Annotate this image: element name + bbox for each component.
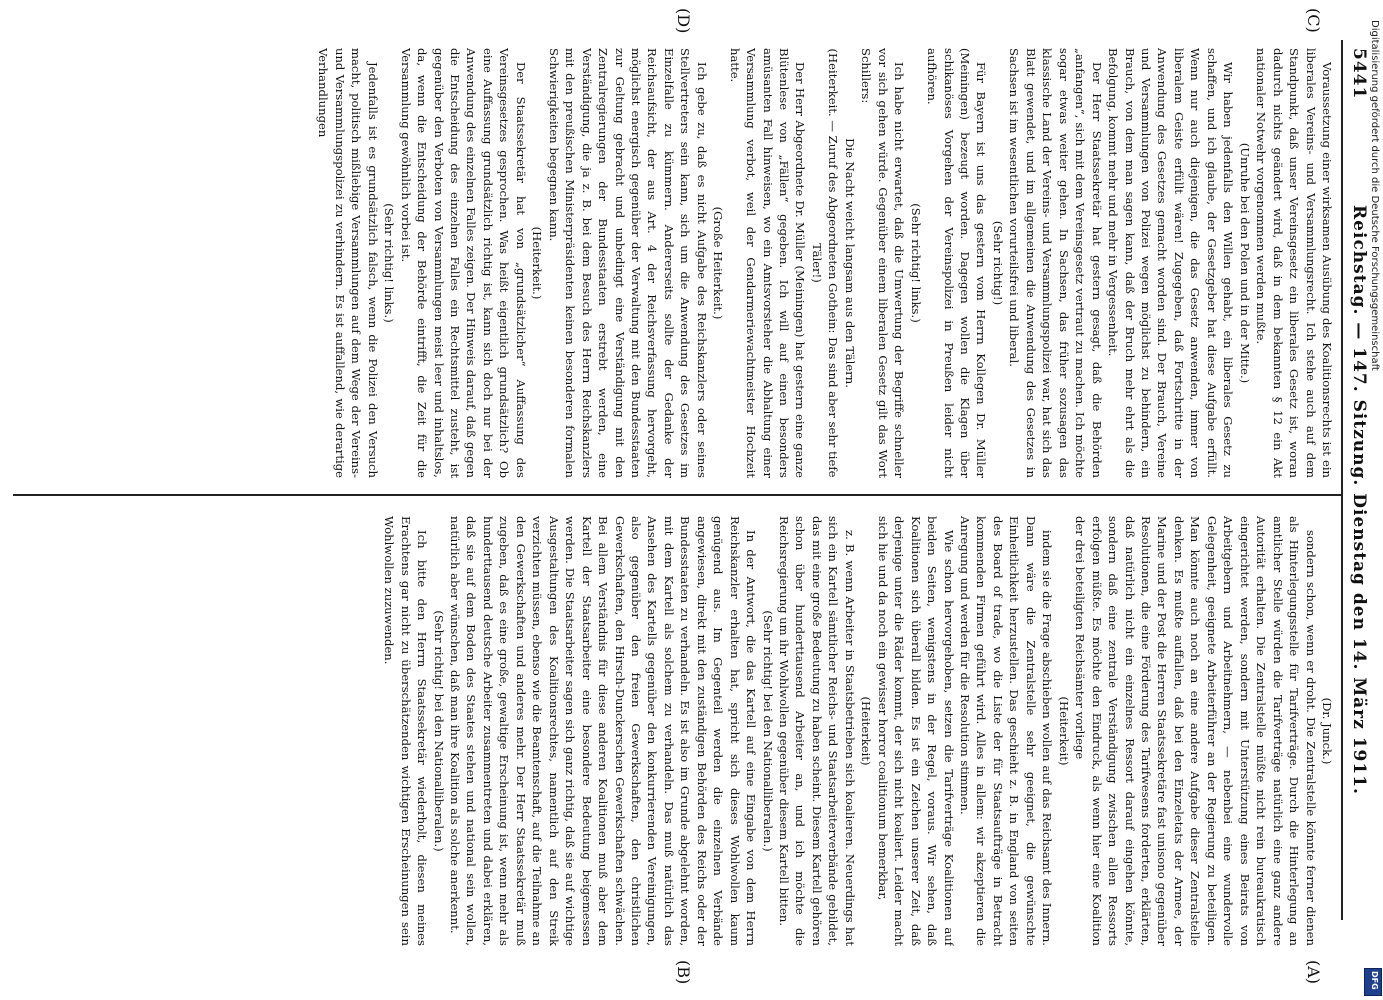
paragraph: (Sehr richtig! bei den Nationalliberalen.) xyxy=(431,610,446,852)
paragraph: Wie schon hervorgehoben, setzen die Tarifverträge Koalitionen auf beiden Seiten, wenigstens in der Regel, voraus. Wir sehen, daß Koalitionen sich überall bilden. Es ist ein Zeichen unserer Zeit, daß derjenige unter die Räder kommt, der sich nicht koaliert. Leider macht sich hie und da noch ein gewisser horror coalitionum bemerkbar, xyxy=(875,516,956,946)
paragraph: Für Bayern ist uns das gestern vom Herrn Kollegen Dr. Müller (Meiningen) bezeugt worden. Dagegen wollen die Klagen über schikanöses Vorgehen der Vereinspolizei in Preußen leider nicht aufhören. xyxy=(925,48,989,478)
margin-marker-c: (C) xyxy=(1304,8,1323,33)
paragraph: Ich gebe zu, daß es nicht Aufgabe des Reichskanzlers oder seines Stellvertreters sein kann, sich um die Anwendung des Gesetzes im Einzelfalle zu kümmern. Andererseits sollte der Gedanke der Reichsaufsicht, der aus Art. 4 der Reichsverfassung hervorgeht, möglichst energisch gegenüber der Verwaltung mit den Bundesstaaten zur Geltung gebracht und unbedingt eine Verständigung mit den Zentralregierungen der Bundesstaaten erstrebt werden, eine Verständigung, die ja z. B. bei dem Besuch des Herrn Reichskanzlers mit den preußischen Ministerpräsidenten keinen besonderen formalen Schwierigkeiten begegnen kann. xyxy=(546,48,709,478)
paragraph: (Sehr richtig!) xyxy=(990,220,1005,306)
margin-marker-b: (B) xyxy=(674,960,693,985)
paragraph: z. B. wenn Arbeiter in Staatsbetrieben sich koalieren. Neuerdings hat sich ein Kartell sämtlicher Reichs- und Staatsarbeiterverbände gebildet, das mit eine große Bedeutung zu haben scheint. Diesem Kartell gehören schon über hunderttausend Arbeiter an, und ich möchte die Reichsregierung um ihr Wohlwollen gegenüber diesem Kartell bitten. xyxy=(777,516,857,946)
dfg-logo-text: DFG xyxy=(1370,971,1379,990)
paragraph: (Sehr richtig! bei den Nationalliberalen.) xyxy=(760,610,775,852)
dfg-logo xyxy=(1364,968,1382,996)
paragraph: Der Herr Abgeordnete Dr. Müller (Meiningen) hat gestern eine ganze Blütenlese von „Fällen“ gegeben. Ich will auf einen besonders amüsanten Fall hinweisen, wo ein Amtsvorsteher die Abhaltung einer Versammlung verbot, weil der Gendarmeriewachtmeister Hochzeit hatte. xyxy=(727,48,808,478)
paragraph: Der Staatssekretär hat von „grundsätzlicher“ Auffassung des Vereinsgesetzes gesprochen. Was heißt eigentlich grundsätzlich? Ob eine Auffassung grundsätzlich richtig ist, kann sich doch nur bei der Anwendung des einzelnen Falles zeigen. Der Hinweis darauf, daß gegen die Entscheidung des einzelnen Falles ein Rechtsmittel zusteht, ist gegenüber den Verboten von Versammlungen meist leer und inhaltslos, da, wenn die Entscheidung der Behörde eintrifft, die Zeit für die Versammlung gewöhnlich vorbei ist. xyxy=(398,48,528,478)
paragraph: (Sehr richtig! links.) xyxy=(908,203,923,323)
paragraph: (Große Heiterkeit.) xyxy=(711,206,726,320)
column-divider xyxy=(13,494,1343,496)
paragraph: indem sie die Frage abschieben wollen auf das Reichsamt des Innern. Dann wäre die Zentralstelle sehr geeignet, die gewünschte Einheitlichkeit herzustellen. Das geschieht z. B. in England von seiten des Board of trade, wo die Liste der für Staatsaufträge in Betracht kommenden Firmen geführt wird. Alles in allem: wir akzeptieren die Anregung und werden für die Resolution stimmen. xyxy=(958,516,1055,946)
paragraph: Voraussetzung einer wirksamen Ausübung des Koalitionsrechts ist ein liberales Vereins- und Versammlungsrecht. Ich stehe auch auf dem Standpunkt, daß unser Vereinsgesetz ein liberales Gesetz ist, woran dadurch nichts geändert wird, daß in dem bekannten § 12 ein Akt nationaler Notwehr vorgenommen werden mußte. xyxy=(1254,48,1334,478)
paragraph: sondern schon, wenn er droht. Die Zentralstelle könnte ferner dienen als Hinterlegungsstelle für Tarifverträge. Durch die Hinterlegung an amtlicher Stelle würden die Tarifverträge natürlich eine ganz andere Autorität erhalten. Die Zentralstelle müßte nicht rein bureaukratisch eingerichtet werden, sondern mit Unterstützung eines Beirats von Arbeitgebern und Arbeitnehmern, — nebenbei eine wundervolle Gelegenheit, geeignete Arbeiterführer an der Regierung zu beteiligen. Man könnte auch noch an eine andere Aufgabe dieser Zentralstelle denken. Es mußte auffallen, daß bei den Einzeletats der Armee, der Marine und der Post die Herren Staatssekretäre fast unisono gegenüber Resolutionen, die eine Förderung des Tarifwesens forderten, erklärten, daß natürlich nicht ein einzelnes Ressort darauf eingehen könnte, sondern daß eine zentrale Verständigung zwischen allen Ressorts erfolgen müßte. Es möchte den Eindruck, als wenn hier eine Koalition der drei beteiligten Reichsämter vorliege xyxy=(1073,516,1318,946)
left-column xyxy=(5,48,1335,478)
paragraph: Der Herr Staatssekretär hat gestern gesagt, daß die Behörden „anfangen“, sich mit dem Vereinsgesetz vertraut zu machen. Ich möchte sogar etwas weiter gehen. In Sachsen, das früher sozusagen das klassische Land der Vereins- und Versammlungspolizei war, hat sich das Blatt gewendet, und im allgemeinen die Anwendung des Gesetzes in Sachsen ist im wesentlichen vorurteilsfrei und liberal. xyxy=(1007,48,1104,478)
right-column xyxy=(5,516,1335,946)
margin-marker-a: (A) xyxy=(1304,960,1323,985)
paragraph: Ich bitte den Herrn Staatssekretär wiederholt, diesen meines Erachtens gar nicht zu überschätzenden wichtigen Erscheinungen sein Wohlwollen zuzuwenden. xyxy=(382,516,430,946)
paragraph: (Heiterkeit) xyxy=(1056,696,1071,766)
paragraph: In der Antwort, die das Kartell auf eine Eingabe von dem Herrn Reichskanzler erhalten hat, spricht sich dieses Wohlwollen kaum genügend aus. Im Gegenteil werden die einzelnen Verbände angewiesen, direkt mit den zuständigen Behörden des Reichs oder der Bundesstaaten zu verhandeln. Es ist also im Grunde abgelehnt worden, mit dem Kartell als solchem zu verhandeln. Das muß natürlich das Ansehen des Kartells gegenüber den konkurrierenden Vereinigungen, also gegenüber den freien Gewerkschaften, den christlichen Gewerkschaften, den Hirsch-Dunckerschen Gewerkschaften schwächen. Bei allem Verständnis für diese anderen Koalitionen muß aber dem Kartell der Staatsarbeiter eine besondere Bedeutung beigemessen werden. Die Staatsarbeiter sagen sich ganz richtig, daß sie auf wichtige Ausgestaltungen des Koalitionsrechtes, namentlich auf den Streik verzichten müssen, ebenso wie die Beamtenschaft, auf die Teilnahme an den Gewerkschaften und anderes mehr. Der Herr Staatssekretär muß zugeben, daß es eine große, gewaltige Erscheinung ist, wenn mehr als hunderttausend deutsche Arbeiter zusammentreten und dabei erklären, daß sie auf dem Boden des Staates stehen und national sein wollen, natürlich aber wünschen, daß man ihre Koalition als solche anerkennt. xyxy=(447,516,759,946)
page-number: 5441 xyxy=(1349,48,1369,100)
margin-marker-d: (D) xyxy=(674,8,693,34)
header-rule xyxy=(1341,40,1343,920)
digitization-note xyxy=(1362,20,1382,1000)
paragraph: Ich habe nicht erwartet, daß die Umwertung der Begriffe schneller vor sich gehen würde. Gegenüber einem liberalen Gesetz gilt das Wort Schillers: xyxy=(859,48,907,478)
paragraph: (Dr. Junck.) xyxy=(1320,697,1334,765)
paragraph: (Unruhe bei den Polen und in der Mitte.) xyxy=(1237,142,1252,384)
paragraph: Wir haben jedenfalls den Willen gehabt, ein liberales Gesetz zu schaffen, und ich glaube, der Gesetzgeber hat diese Aufgabe erfüllt. Wenn nur auch diejenigen, die das Gesetz anwenden, immer von liberalem Geiste erfüllt wären! Zugegeben, daß Fortschritte in der Anwendung des Gesetzes gemacht worden sind. Der Brauch, Vereine und Versammlungen von Polizei wegen möglichst zu behindern, ein Brauch, von dem man sagen kann, daß der Bruch mehr ehrt als die Befolgung, kommt mehr und mehr in Vergessenheit. xyxy=(1106,48,1236,478)
paragraph: (Heiterkeit) xyxy=(859,696,874,766)
paragraph: Jedenfalls ist es grundsätzlich falsch, wenn die Polizei den Versuch macht, politisch mißliebige Versammlungen auf dem Wege der Vereins- und Versammlungspolizei zu verhindern. Es ist auffallend, wie derartige Verhandlungen xyxy=(316,48,380,478)
paragraph: (Sehr richtig! links.) xyxy=(382,203,397,323)
digitization-text: Digitalisierung gefördert durch die Deutsche Forschungsgemeinschaft xyxy=(1369,20,1380,371)
paragraph: (Heiterkeit.) xyxy=(530,226,545,300)
running-title: Reichstag. — 147. Sitzung. Dienstag den 14. März 1911. xyxy=(1349,205,1369,795)
paragraph: (Heiterkeit. — Zuruf des Abgeordneten Gothein: Das sind aber sehr tiefe Täler!) xyxy=(809,48,841,478)
paragraph: Die Nacht weicht langsam aus den Tälern. xyxy=(842,138,857,388)
